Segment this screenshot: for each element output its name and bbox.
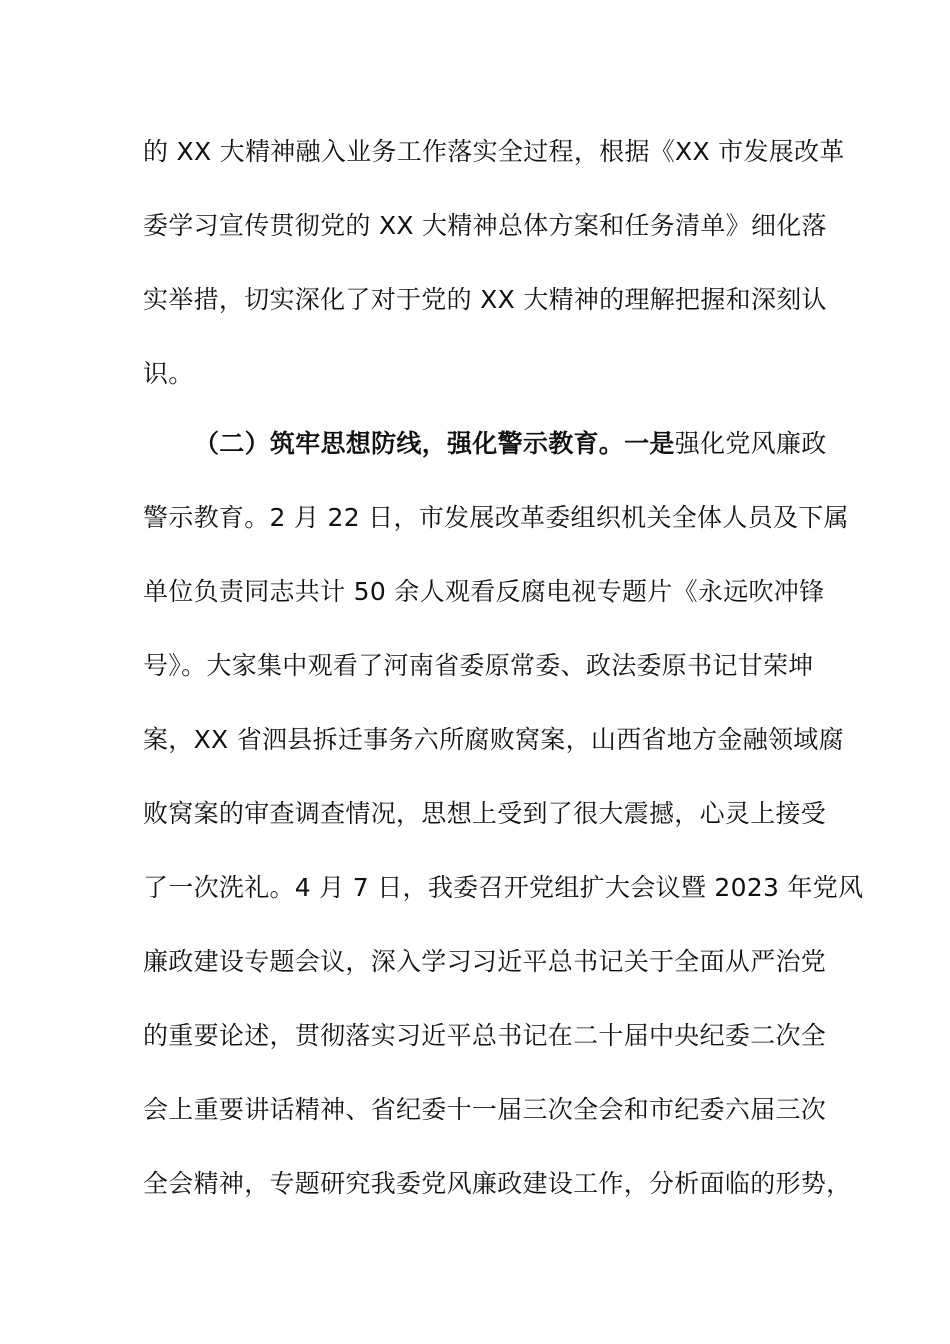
paragraph-line: 单位负责同志共计 50 余人观看反腐电视专题片《永远吹冲锋 xyxy=(143,577,825,606)
paragraph-line: 的重要论述，贯彻落实习近平总书记在二十届中央纪委二次全 xyxy=(143,1021,827,1050)
paragraph-line: 委学习宣传贯彻党的 XX 大精神总体方案和任务清单》细化落 xyxy=(143,211,827,240)
section-text: 强化党风廉政 xyxy=(674,429,827,458)
paragraph-line: 了一次洗礼。4 月 7 日，我委召开党组扩大会议暨 2023 年党风 xyxy=(143,873,864,902)
paragraph-line: 警示教育。2 月 22 日，市发展改革委组织机关全体人员及下属 xyxy=(143,503,849,532)
paragraph-line: 号》。大家集中观看了河南省委原常委、政法委原书记甘荣坤 xyxy=(143,651,814,680)
paragraph-line: 廉政建设专题会议，深入学习习近平总书记关于全面从严治党 xyxy=(143,947,827,976)
section-lead: 一是 xyxy=(624,429,675,458)
paragraph-line: 案，XX 省泗县拆迁事务六所腐败窝案，山西省地方金融领域腐 xyxy=(143,725,844,754)
paragraph-line: 识。 xyxy=(143,359,194,388)
paragraph-line: 败窝案的审查调查情况，思想上受到了很大震撼，心灵上接受 xyxy=(143,799,827,828)
section-heading-line xyxy=(194,428,827,460)
paragraph-line: 全会精神，专题研究我委党风廉政建设工作，分析面临的形势， xyxy=(143,1169,852,1198)
section-heading: （二）筑牢思想防线，强化警示教育。 xyxy=(194,429,625,458)
paragraph-line: 的 XX 大精神融入业务工作落实全过程，根据《XX 市发展改革 xyxy=(143,137,845,166)
paragraph-line: 实举措，切实深化了对于党的 XX 大精神的理解把握和深刻认 xyxy=(143,285,827,314)
paragraph-line: 会上重要讲话精神、省纪委十一届三次全会和市纪委六届三次 xyxy=(143,1095,827,1124)
